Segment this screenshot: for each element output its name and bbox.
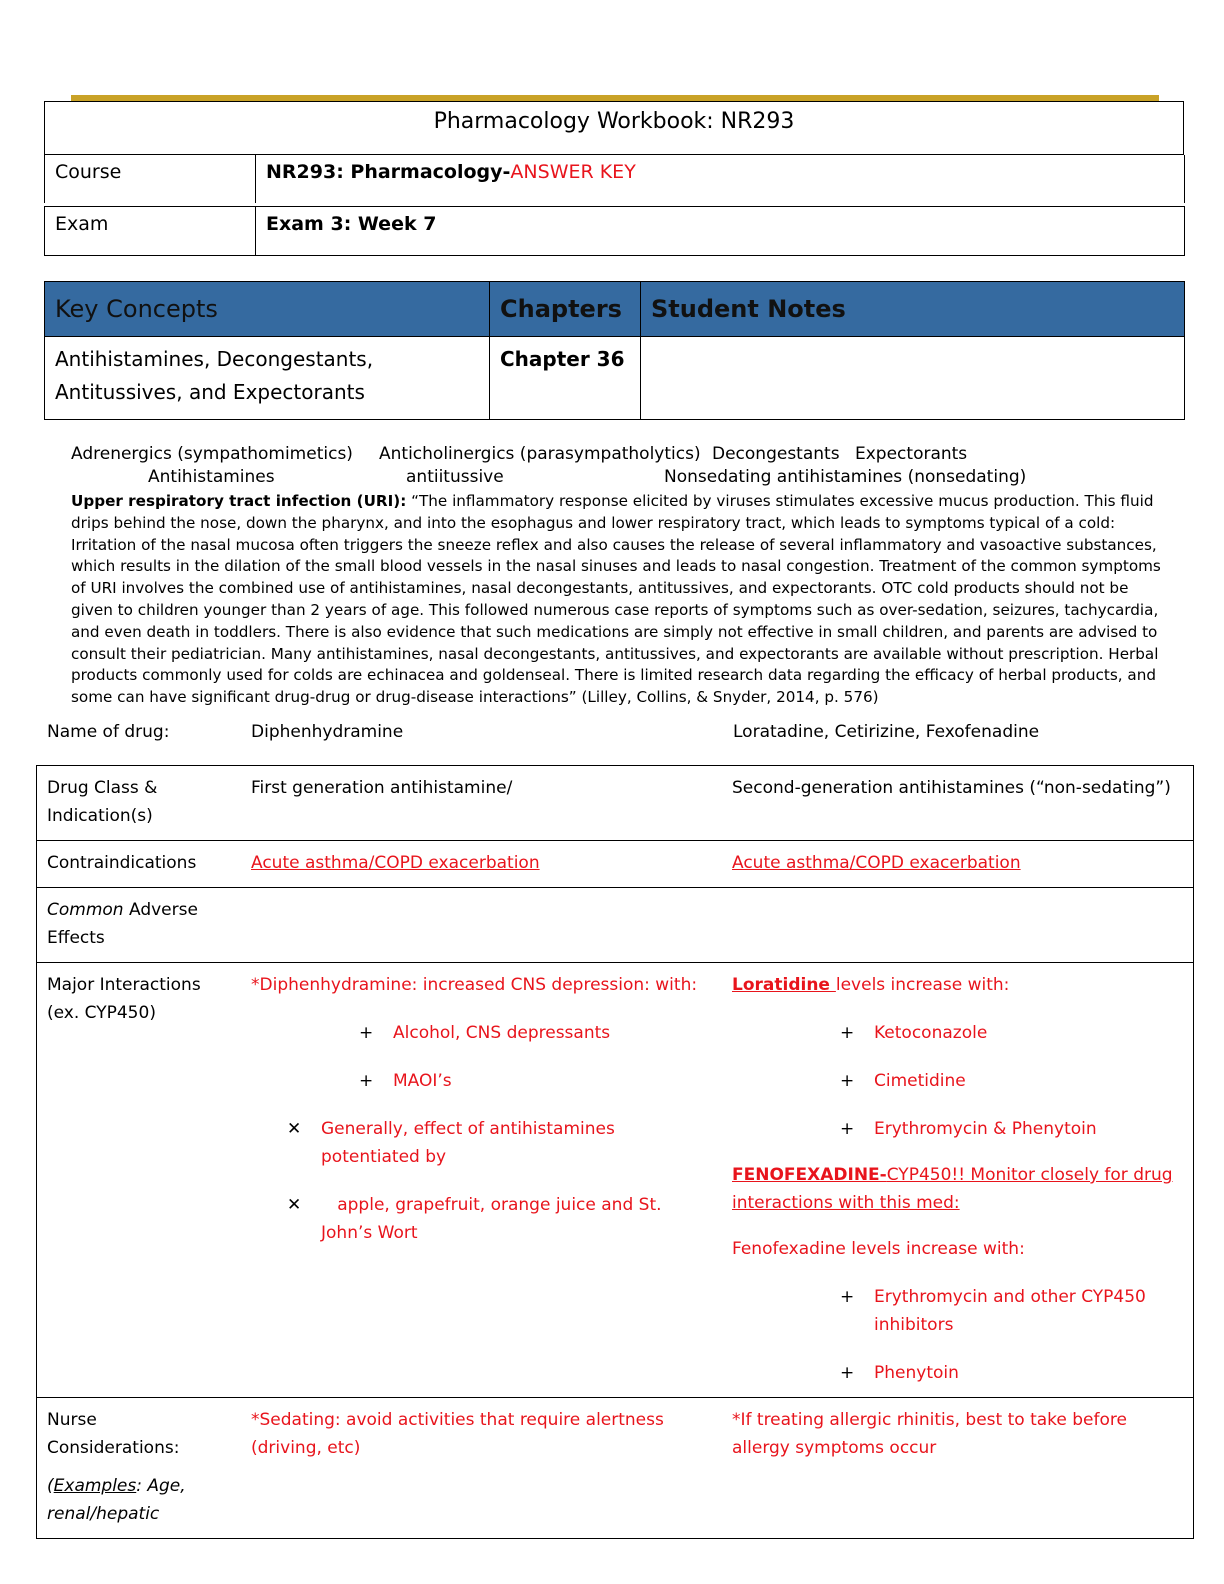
plus-bullet-icon: + <box>840 1119 855 1139</box>
drug2-interactions <box>722 963 1194 1398</box>
chapter-cell <box>490 337 641 420</box>
header-rest: levels increase with: <box>835 975 1010 995</box>
drug2-name: Loratadine, Cetirizine, Fexofenadine <box>733 722 1040 742</box>
interaction-header: *Diphenhydramine: increased CNS depression: with: <box>251 975 698 995</box>
term: Antihistamines <box>148 467 275 487</box>
plus-bullet-icon: + <box>840 1023 855 1043</box>
drug1-class: First generation antihistamine/ <box>241 766 722 841</box>
uri-paragraph <box>71 491 1161 709</box>
label-rest: Adverse <box>123 900 198 920</box>
exam-label: Exam <box>45 207 256 256</box>
label-line: Indication(s) <box>47 806 153 826</box>
fexo-label: FENOFEXADINE- <box>732 1165 887 1185</box>
course-value <box>256 155 1185 203</box>
x-list <box>251 1115 712 1247</box>
exam-row <box>44 206 1185 256</box>
plus-bullet-icon: + <box>840 1363 855 1383</box>
examples-rest: : Age, <box>136 1476 186 1496</box>
item-text: Ketoconazole <box>874 1023 988 1043</box>
term: Anticholinergics (parasympatholytics) <box>379 444 701 464</box>
drug1-nurse: *Sedating: avoid activities that require alertness (driving, etc) <box>241 1398 722 1539</box>
item-text: MAOI’s <box>393 1071 452 1091</box>
plus-bullet-icon: + <box>840 1071 855 1091</box>
item-text: Phenytoin <box>874 1363 959 1383</box>
list-item <box>732 1359 1183 1387</box>
drug2-nurse: *If treating allergic rhinitis, best to take before allergy symptoms occur <box>722 1398 1194 1539</box>
drug1-adverse <box>241 888 722 963</box>
label-italic: Common <box>47 900 124 920</box>
list-item <box>732 1283 1183 1339</box>
item-text: Generally, effect of antihistamines potentiated by <box>321 1119 615 1167</box>
row-label <box>37 766 242 841</box>
contraindications-row <box>37 841 1194 888</box>
x-bullet-icon: ✕ <box>287 1195 302 1215</box>
list-item <box>251 1191 712 1247</box>
plus-bullet-icon: + <box>840 1287 855 1307</box>
term: Adrenergics (sympathomimetics) <box>71 444 353 464</box>
concept-line: Antihistamines, Decongestants, <box>55 347 374 371</box>
answer-key-tag: ANSWER KEY <box>510 161 636 183</box>
list-item <box>732 1115 1183 1143</box>
chapters-header: Chapters <box>490 282 641 337</box>
fexo-text: CYP450!! Monitor closely for drug interactions with this med: <box>732 1165 1173 1213</box>
paren: ( <box>47 1476 54 1496</box>
chapter-value: Chapter 36 <box>500 347 625 371</box>
plus-list <box>251 1019 712 1095</box>
interaction-header <box>732 971 1183 999</box>
adverse-effects-row <box>37 888 1194 963</box>
student-notes-cell[interactable] <box>641 337 1185 420</box>
drug-comparison-table <box>36 765 1194 1539</box>
drug1-interactions <box>241 963 722 1398</box>
concept-line: Antitussives, and Expectorants <box>55 380 365 404</box>
plus-list <box>732 1283 1183 1387</box>
drug-class-row <box>37 766 1194 841</box>
item-text: Cimetidine <box>874 1071 966 1091</box>
item-text: apple, grapefruit, orange juice and St. John’s Wort <box>321 1195 667 1243</box>
term: Decongestants <box>712 444 840 464</box>
term: Expectorants <box>855 444 968 464</box>
list-item <box>251 1115 712 1171</box>
student-notes-header: Student Notes <box>641 282 1185 337</box>
item-text: Erythromycin and other CYP450 inhibitors <box>874 1287 1146 1335</box>
row-label <box>37 1398 242 1539</box>
exam-value <box>256 207 1185 256</box>
course-name: NR293: Pharmacology- <box>266 161 511 183</box>
row-label: Major Interactions (ex. CYP450) <box>37 963 242 1398</box>
label-line: Effects <box>47 928 105 948</box>
drug2-contraindication: Acute asthma/COPD exacerbation <box>722 841 1194 888</box>
drug2-class: Second-generation antihistamines (“non-sedating”) <box>722 766 1194 841</box>
drug1-contraindication: Acute asthma/COPD exacerbation <box>241 841 722 888</box>
drug2-adverse <box>722 888 1194 963</box>
paragraph-lead: Upper respiratory tract infection (URI): <box>71 492 407 510</box>
drug-names-row <box>36 720 1194 750</box>
title-box <box>44 101 1184 155</box>
page-title: Pharmacology Workbook: NR293 <box>433 109 795 134</box>
list-item <box>251 1019 712 1047</box>
item-text: Erythromycin & Phenytoin <box>874 1119 1097 1139</box>
term: antiitussive <box>406 467 504 487</box>
term: Nonsedating antihistamines (nonsedating) <box>664 467 1027 487</box>
label-examples <box>47 1472 231 1528</box>
course-label: Course <box>45 155 256 203</box>
interactions-row <box>37 963 1194 1398</box>
drug1-name: Diphenhydramine <box>251 722 404 742</box>
plus-bullet-icon: + <box>359 1071 374 1091</box>
paragraph-text: “The inflammatory response elicited by viruses stimulates excessive mucus production. This fluid drips behind the nose, down the pharynx, and into the esophagus and lower respiratory tract, which leads to symptoms typical of a cold: Irritation of the nasal mucosa often triggers the sneeze reflex and also causes the release of several inflammatory and vasoactive substances, which results in the dilation of the small blood vessels in the nasal sinuses and leads to nasal congestion. Treatment of the common symptoms of URI involves the combined use of antihistamines, nasal decongestants, antitussives, and expectorants. OTC cold products should not be given to children younger than 2 years of age. This followed numerous case reports of symptoms such as over-sedation, seizures, tachycardia, and even death in toddlers. There is also evidence that such medications are simply not effective in small children, and parents are advised to consult their pediatrician. Many antihistamines, nasal decongestants, antitussives, and expectorants are available without prescription. Herbal products commonly used for colds are echinacea and goldenseal. There is limited research data regarding the efficacy of herbal products, and some can have significant drug-drug or drug-disease interactions” (Lilley, Collins, & Snyder, 2014, p. 576) <box>71 492 1161 707</box>
concept-cell <box>45 337 490 420</box>
label-line: renal/hepatic <box>47 1504 160 1524</box>
fexo-levels: Fenofexadine levels increase with: <box>732 1239 1025 1259</box>
course-row <box>44 155 1185 203</box>
exam-name: Exam 3: Week 7 <box>266 213 437 235</box>
fexo-warning <box>732 1161 1183 1217</box>
name-of-drug-label: Name of drug: <box>47 722 170 742</box>
list-item <box>251 1067 712 1095</box>
label-line: Nurse Considerations: <box>47 1410 180 1458</box>
row-label: Contraindications <box>37 841 242 888</box>
terms-list <box>71 444 1161 490</box>
label-line: Drug Class & <box>47 778 158 798</box>
list-item <box>732 1019 1183 1047</box>
loratidine-label: Loratidine <box>732 975 836 995</box>
examples-word: Examples <box>53 1476 137 1496</box>
key-concepts-table <box>44 281 1185 420</box>
x-bullet-icon: ✕ <box>287 1119 302 1139</box>
row-label <box>37 888 242 963</box>
plus-bullet-icon: + <box>359 1023 374 1043</box>
nurse-considerations-row <box>37 1398 1194 1539</box>
item-text: Alcohol, CNS depressants <box>393 1023 611 1043</box>
key-concepts-header: Key Concepts <box>45 282 490 337</box>
list-item <box>732 1067 1183 1095</box>
plus-list <box>732 1019 1183 1143</box>
